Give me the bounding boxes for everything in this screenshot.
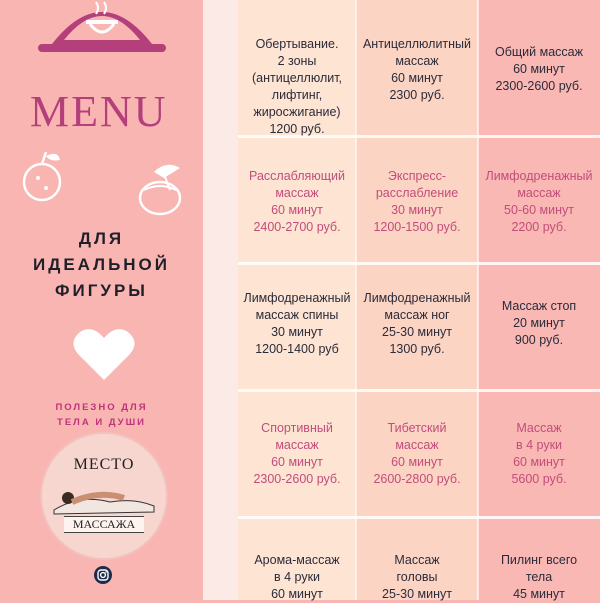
service-line: 2200 руб. xyxy=(511,220,567,234)
service-line: 1300 руб. xyxy=(389,342,445,356)
logo xyxy=(40,432,168,560)
service-cell xyxy=(478,44,600,95)
service-line: Массаж xyxy=(394,553,440,567)
service-line: 60 минут xyxy=(391,455,443,469)
tagline xyxy=(0,400,203,430)
service-line: 2 зоны xyxy=(277,54,317,68)
coconut-cocktail-icon xyxy=(134,160,190,220)
service-line: 60 минут xyxy=(271,587,323,601)
service-cell xyxy=(238,290,356,358)
service-line: Спортивный xyxy=(261,421,333,435)
service-line: 1200-1400 руб xyxy=(255,342,339,356)
tagline-line: ТЕЛА И ДУШИ xyxy=(57,417,146,428)
service-line: Лимфодренажный xyxy=(243,291,351,305)
service-line: 2300 руб. xyxy=(389,88,445,102)
service-line: Расслабляющий xyxy=(249,169,345,183)
service-line: в 4 руки xyxy=(515,438,563,452)
service-line: Антицеллюлитный xyxy=(362,37,472,51)
service-line: 30 минут xyxy=(271,325,323,339)
logo-text-top: МЕСТО xyxy=(73,456,135,473)
service-line: 30 минут xyxy=(391,203,443,217)
service-cell xyxy=(478,168,600,236)
service-cell xyxy=(478,552,600,603)
services-grid xyxy=(238,0,600,600)
service-line: Тибетский xyxy=(387,421,447,435)
service-line: Массаж xyxy=(516,421,562,435)
service-line: 1200-1500 руб. xyxy=(373,220,461,234)
service-cell xyxy=(238,552,356,603)
service-cell xyxy=(356,552,478,603)
service-line: 2300-2600 руб. xyxy=(253,472,341,486)
service-line: в 4 руки xyxy=(273,570,321,584)
massage-figure-icon xyxy=(50,480,158,520)
service-line: массаж xyxy=(517,186,561,200)
service-line: Обертывание. xyxy=(255,37,339,51)
service-line: Арома-массаж xyxy=(254,553,340,567)
service-line: 25-30 минут xyxy=(382,325,452,339)
service-line: 25-30 минут xyxy=(382,587,452,601)
service-line: массаж спины xyxy=(255,308,339,322)
service-line: 60 минут xyxy=(271,455,323,469)
service-line: Общий массаж xyxy=(495,45,583,59)
service-line: 60 минут xyxy=(513,455,565,469)
service-line: тела xyxy=(525,570,553,584)
service-line: Пилинг всего xyxy=(500,553,578,567)
service-line: жиросжигание) xyxy=(253,105,341,119)
cloche-icon xyxy=(34,0,170,56)
service-line: 45 минут xyxy=(513,587,565,601)
row-divider xyxy=(238,389,600,392)
service-line: 2400-2700 руб. xyxy=(253,220,341,234)
service-line: 60 минут xyxy=(271,203,323,217)
service-line: массаж xyxy=(275,438,319,452)
menu-title: MENU xyxy=(30,87,168,136)
service-line: массаж xyxy=(395,438,439,452)
service-cell xyxy=(238,36,356,138)
service-line: 50-60 минут xyxy=(504,203,574,217)
subtitle-line: ДЛЯ xyxy=(78,229,125,248)
logo-text-bottom: МАССАЖА xyxy=(64,516,144,533)
service-line: 5600 руб. xyxy=(511,472,567,486)
service-cell xyxy=(356,168,478,236)
subtitle xyxy=(0,226,203,304)
service-line: 20 минут xyxy=(513,316,565,330)
service-cell xyxy=(356,290,478,358)
service-line: 900 руб. xyxy=(514,333,564,347)
instagram-icon[interactable] xyxy=(94,566,112,584)
service-line: 60 минут xyxy=(513,62,565,76)
row-divider xyxy=(238,516,600,519)
service-line: 2600-2800 руб. xyxy=(373,472,461,486)
service-line: Массаж стоп xyxy=(501,299,577,313)
service-line: 60 минут xyxy=(391,71,443,85)
subtitle-line: ИДЕАЛЬНОЙ xyxy=(32,255,171,274)
service-line: массаж xyxy=(395,54,439,68)
service-line: массаж ног xyxy=(384,308,450,322)
service-cell xyxy=(238,168,356,236)
heart-icon xyxy=(72,326,136,382)
service-line: головы xyxy=(396,570,438,584)
service-cell xyxy=(356,420,478,488)
service-line: Лимфодренажный xyxy=(363,291,471,305)
service-line: расслабление xyxy=(375,186,459,200)
service-line: массаж xyxy=(275,186,319,200)
subtitle-line: ФИГУРЫ xyxy=(55,281,148,300)
service-line: Лимфодренажный xyxy=(485,169,593,183)
panel-divider xyxy=(203,0,238,600)
service-line: (антицеллюлит, xyxy=(251,71,343,85)
service-cell xyxy=(356,36,478,104)
tagline-line: ПОЛЕЗНО ДЛЯ xyxy=(55,402,148,413)
service-line: Экспресс- xyxy=(387,169,447,183)
service-line: лифтинг, xyxy=(271,88,323,102)
service-line: 1200 руб. xyxy=(269,122,325,136)
service-cell xyxy=(478,420,600,488)
orange-icon xyxy=(18,148,70,208)
service-cell xyxy=(238,420,356,488)
service-line: 2300-2600 руб. xyxy=(495,79,583,93)
service-cell xyxy=(478,298,600,349)
row-divider xyxy=(238,262,600,265)
